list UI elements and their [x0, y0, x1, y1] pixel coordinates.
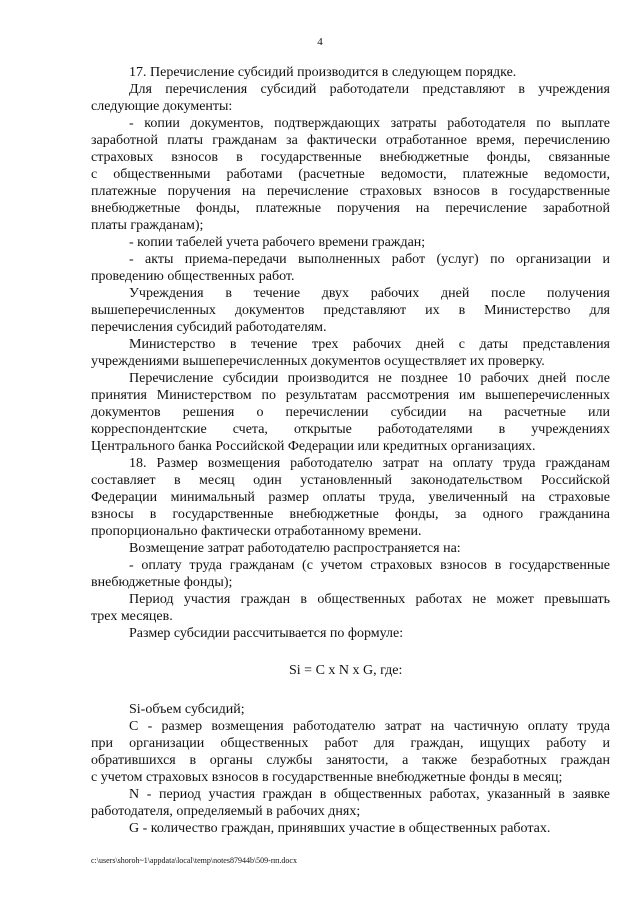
- paragraph-line: внебюджетные фонды, платежные поручения на перечисление заработной: [91, 201, 610, 216]
- paragraph-line: Федерации минимальный размер оплаты труда, увеличенный на страховые: [91, 490, 610, 505]
- text-block-before-formula: [91, 64, 610, 642]
- paragraph-line: работодателя, определяемый в рабочих днях;: [91, 804, 361, 819]
- paragraph-line: страховых взносов в государственные внебюджетные фонды, связанные: [91, 150, 610, 165]
- paragraph-line: Центрального банка Российской Федерации или кредитных организациях.: [91, 439, 536, 454]
- paragraph-line: трех месяцев.: [91, 609, 173, 624]
- paragraph-line: корреспондентские счета, открытые работодателями в учреждениях: [91, 422, 610, 437]
- paragraph-line: заработной платы гражданам за фактически отработанное время, перечислению: [91, 133, 610, 148]
- subsidy-formula: Si = C x N x G, где:: [289, 663, 403, 678]
- paragraph-line: платы гражданам);: [91, 218, 204, 233]
- paragraph-line: принятия Министерством по результатам рассмотрения им вышеперечисленных: [91, 388, 610, 403]
- paragraph-line: с учетом страховых взносов в государственные внебюджетные фонды в месяц;: [91, 770, 563, 785]
- paragraph-line: платежные поручения на перечисление страховых взносов в государственные: [91, 184, 610, 199]
- paragraph-line: взносы в государственные внебюджетные фонды, за одного гражданина: [91, 507, 610, 522]
- paragraph-line: Si-объем субсидий;: [129, 702, 245, 717]
- paragraph-line: Возмещение затрат работодателю распространяется на:: [129, 541, 461, 556]
- paragraph-line: составляет в месяц один установленный законодательством Российской: [91, 473, 610, 488]
- paragraph-line: 17. Перечисление субсидий производится в следующем порядке.: [129, 65, 517, 80]
- paragraph-line: Период участия граждан в общественных работах не может превышать: [129, 592, 610, 607]
- document-body: [91, 64, 610, 837]
- file-path-footer: c:\users\shoroh~1\appdata\local\temp\notes87944b\509-пп.docx: [91, 856, 297, 865]
- text-block-after-formula: [91, 701, 610, 837]
- page-number: 4: [317, 36, 323, 48]
- paragraph-line: С - размер возмещения работодателю затрат на частичную оплату труда: [129, 719, 610, 734]
- paragraph-line: N - период участия граждан в общественных работах, указанный в заявке: [129, 787, 610, 802]
- paragraph-line: следующие документы:: [91, 99, 233, 114]
- paragraph-line: - акты приема-передачи выполненных работ (услуг) по организации и: [129, 252, 610, 267]
- paragraph-line: - копии табелей учета рабочего времени граждан;: [129, 235, 426, 250]
- paragraph-line: - оплату труда гражданам (с учетом страховых взносов в государственные: [129, 558, 610, 573]
- paragraph-line: пропорционально фактически отработанному времени.: [91, 524, 422, 539]
- paragraph-line: Учреждения в течение двух рабочих дней после получения: [129, 286, 610, 301]
- paragraph-line: учреждениями вышеперечисленных документов осуществляет их проверку.: [91, 354, 545, 369]
- paragraph-line: 18. Размер возмещения работодателю затрат на оплату труда гражданам: [129, 456, 610, 471]
- paragraph-line: Министерство в течение трех рабочих дней с даты представления: [129, 337, 610, 352]
- paragraph-line: Размер субсидии рассчитывается по формуле:: [129, 626, 404, 641]
- paragraph-line: - копии документов, подтверждающих затраты работодателя по выплате: [129, 116, 610, 131]
- paragraph-line: обратившихся в органы службы занятости, а также безработных граждан: [91, 753, 610, 768]
- paragraph-line: с общественными работами (расчетные ведомости, платежные ведомости,: [91, 167, 610, 182]
- paragraph-line: Для перечисления субсидий работодатели представляют в учреждения: [129, 82, 610, 97]
- paragraph-line: вышеперечисленных документов представляют их в Министерство для: [91, 303, 610, 318]
- paragraph-line: документов решения о перечислении субсидии на расчетные или: [91, 405, 610, 420]
- paragraph-line: Перечисление субсидии производится не позднее 10 рабочих дней после: [129, 371, 610, 386]
- paragraph-line: перечисления субсидий работодателям.: [91, 320, 327, 335]
- paragraph-line: внебюджетные фонды);: [91, 575, 233, 590]
- paragraph-line: G - количество граждан, принявших участие в общественных работах.: [129, 821, 551, 836]
- paragraph-line: при организации общественных работ для граждан, ищущих работу и: [91, 736, 610, 751]
- paragraph-line: проведению общественных работ.: [91, 269, 295, 284]
